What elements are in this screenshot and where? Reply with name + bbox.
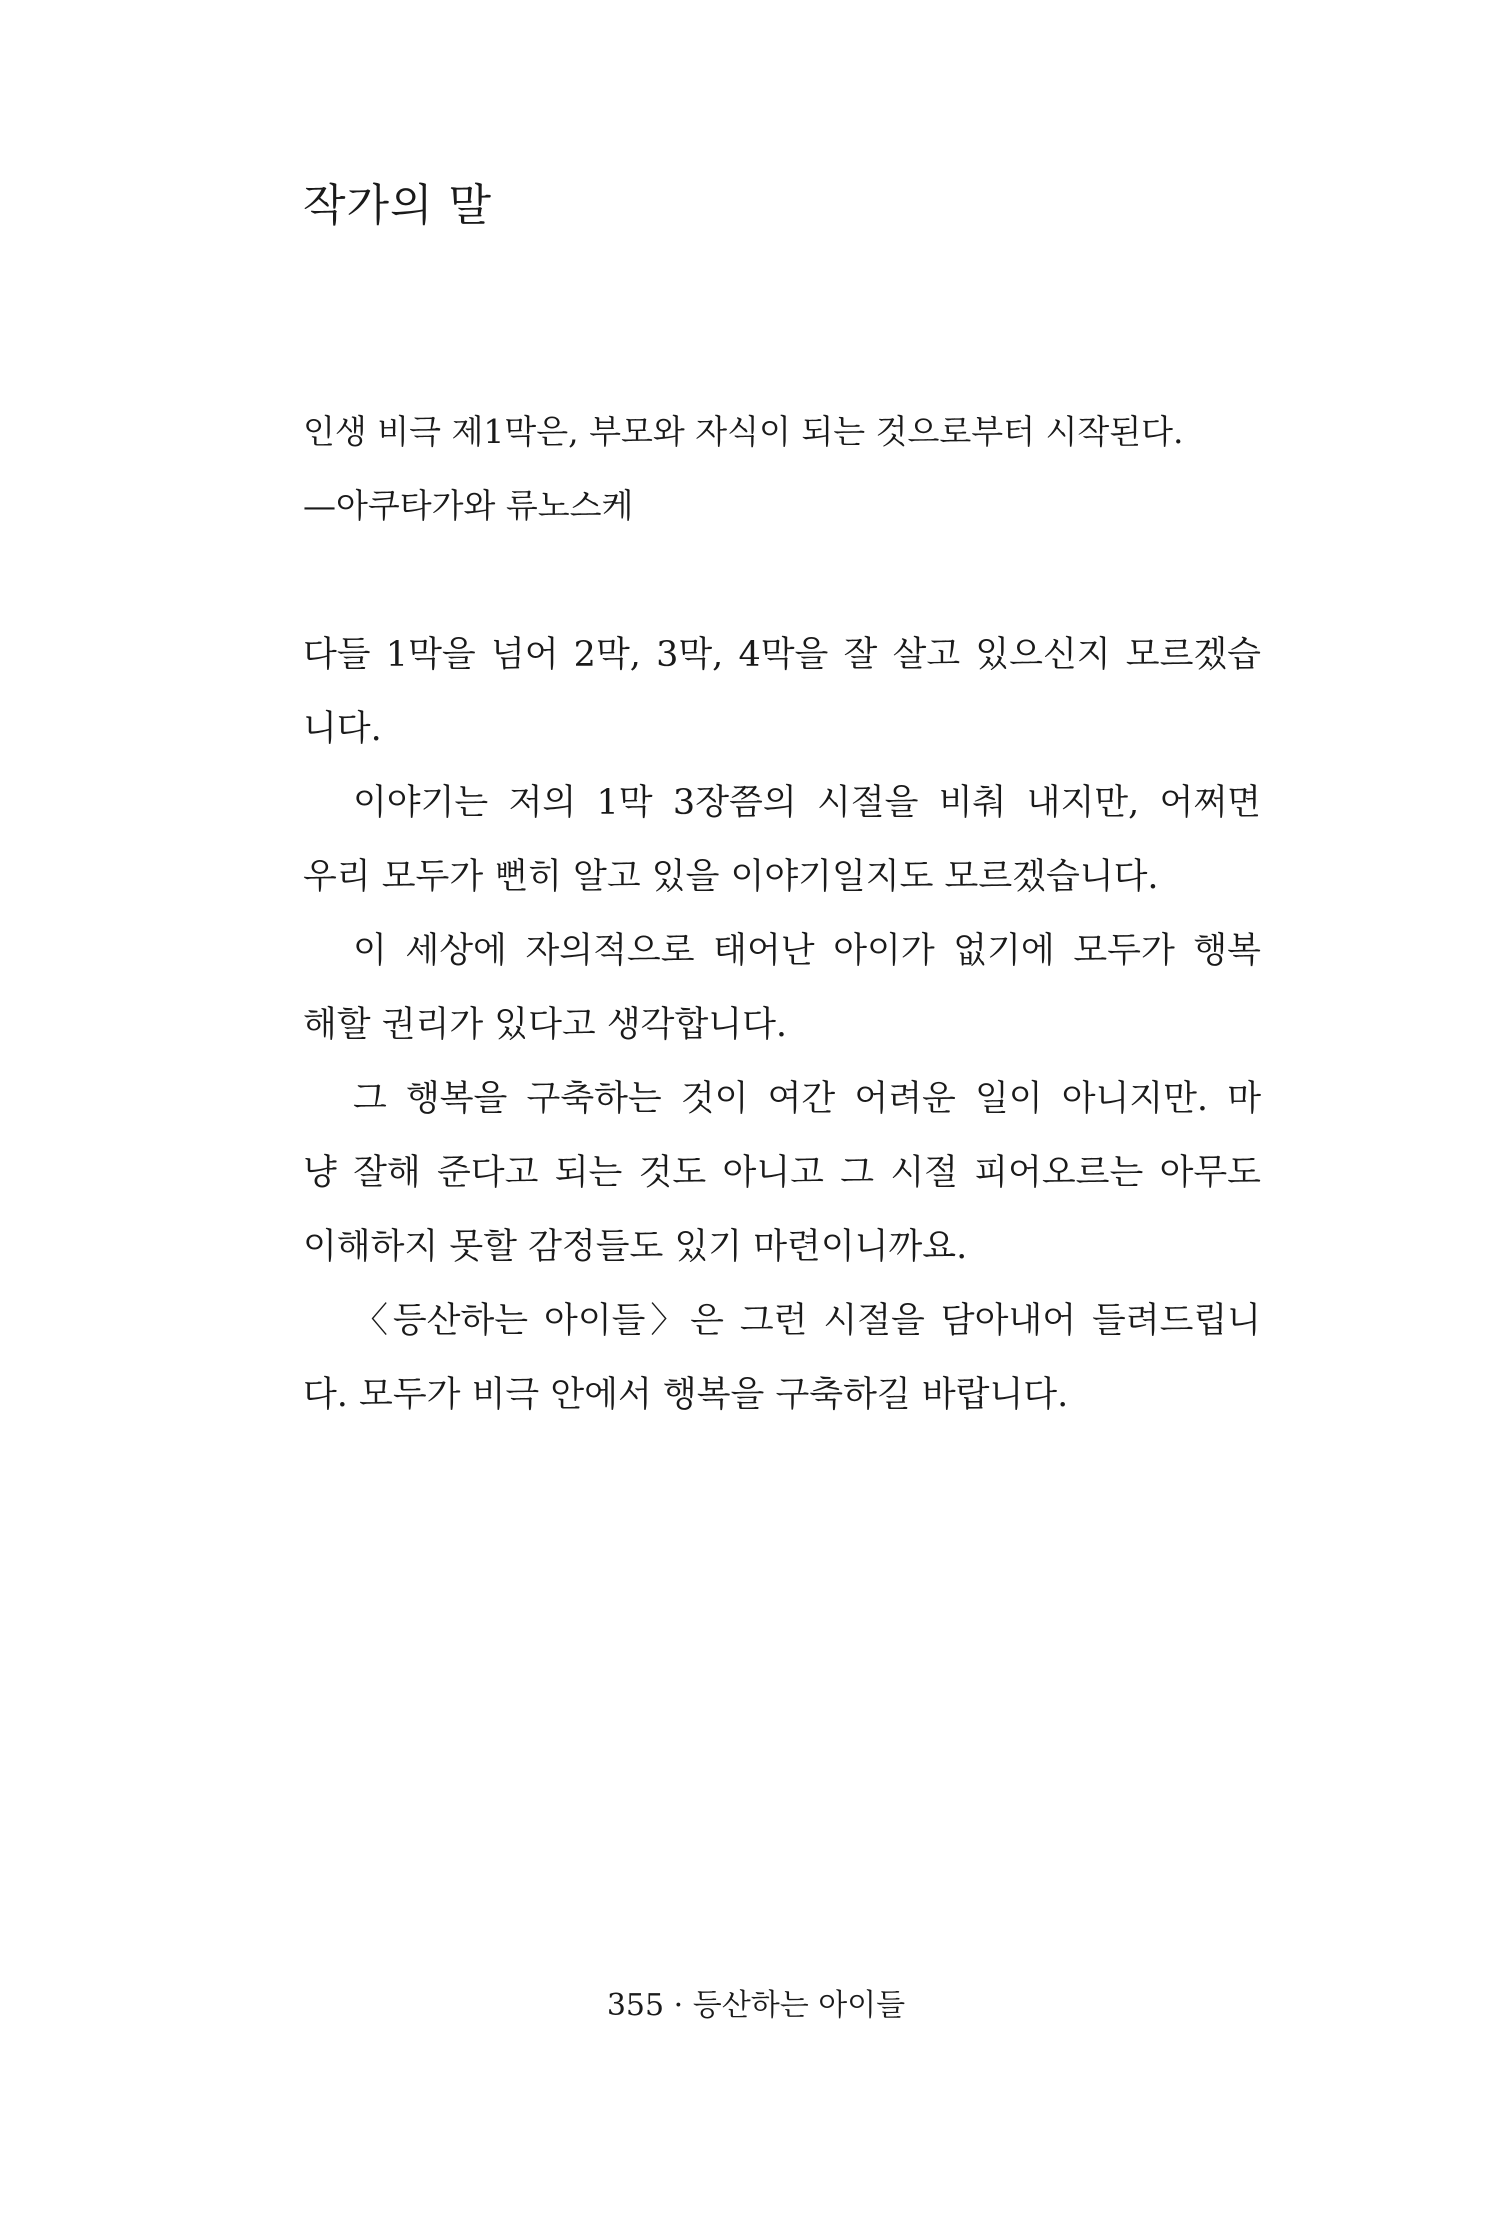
epigraph bbox=[303, 395, 1263, 543]
body-line: 〈등산하는 아이들〉은 그런 시절을 담아내어 들려드립니 bbox=[353, 1301, 1261, 1341]
body-line: 이야기는 저의 1막 3장쯤의 시절을 비춰 내지만, 어쩌면 bbox=[353, 783, 1261, 823]
body-line: 다. 모두가 비극 안에서 행복을 구축하길 바랍니다. bbox=[303, 1375, 1069, 1415]
body-line: 이해하지 못할 감정들도 있기 마련이니까요. bbox=[303, 1227, 968, 1267]
body-line: 이 세상에 자의적으로 태어난 아이가 없기에 모두가 행복 bbox=[353, 931, 1261, 971]
footer-separator: · bbox=[673, 1988, 684, 2023]
epigraph-quote: 인생 비극 제1막은, 부모와 자식이 되는 것으로부터 시작된다. bbox=[303, 412, 1184, 451]
body-line: 다들 1막을 넘어 2막, 3막, 4막을 잘 살고 있으신지 모르겠습 bbox=[303, 635, 1261, 675]
page-title: 작가의 말 bbox=[303, 180, 493, 231]
body-line: 해할 권리가 있다고 생각합니다. bbox=[303, 1005, 788, 1045]
page-number: 355 bbox=[606, 1988, 665, 2023]
body-line: 니다. bbox=[303, 709, 382, 749]
body-line: 그 행복을 구축하는 것이 여간 어려운 일이 아니지만. 마 bbox=[353, 1079, 1261, 1119]
page-footer bbox=[0, 1980, 1512, 2024]
body-line: 냥 잘해 준다고 되는 것도 아니고 그 시절 피어오르는 아무도 bbox=[303, 1153, 1261, 1193]
body-text bbox=[303, 618, 1261, 1432]
body-line: 우리 모두가 뻔히 알고 있을 이야기일지도 모르겠습니다. bbox=[303, 857, 1159, 897]
running-title: 등산하는 아이들 bbox=[692, 1988, 906, 2023]
epigraph-attribution: —아쿠타가와 류노스케 bbox=[303, 486, 634, 525]
